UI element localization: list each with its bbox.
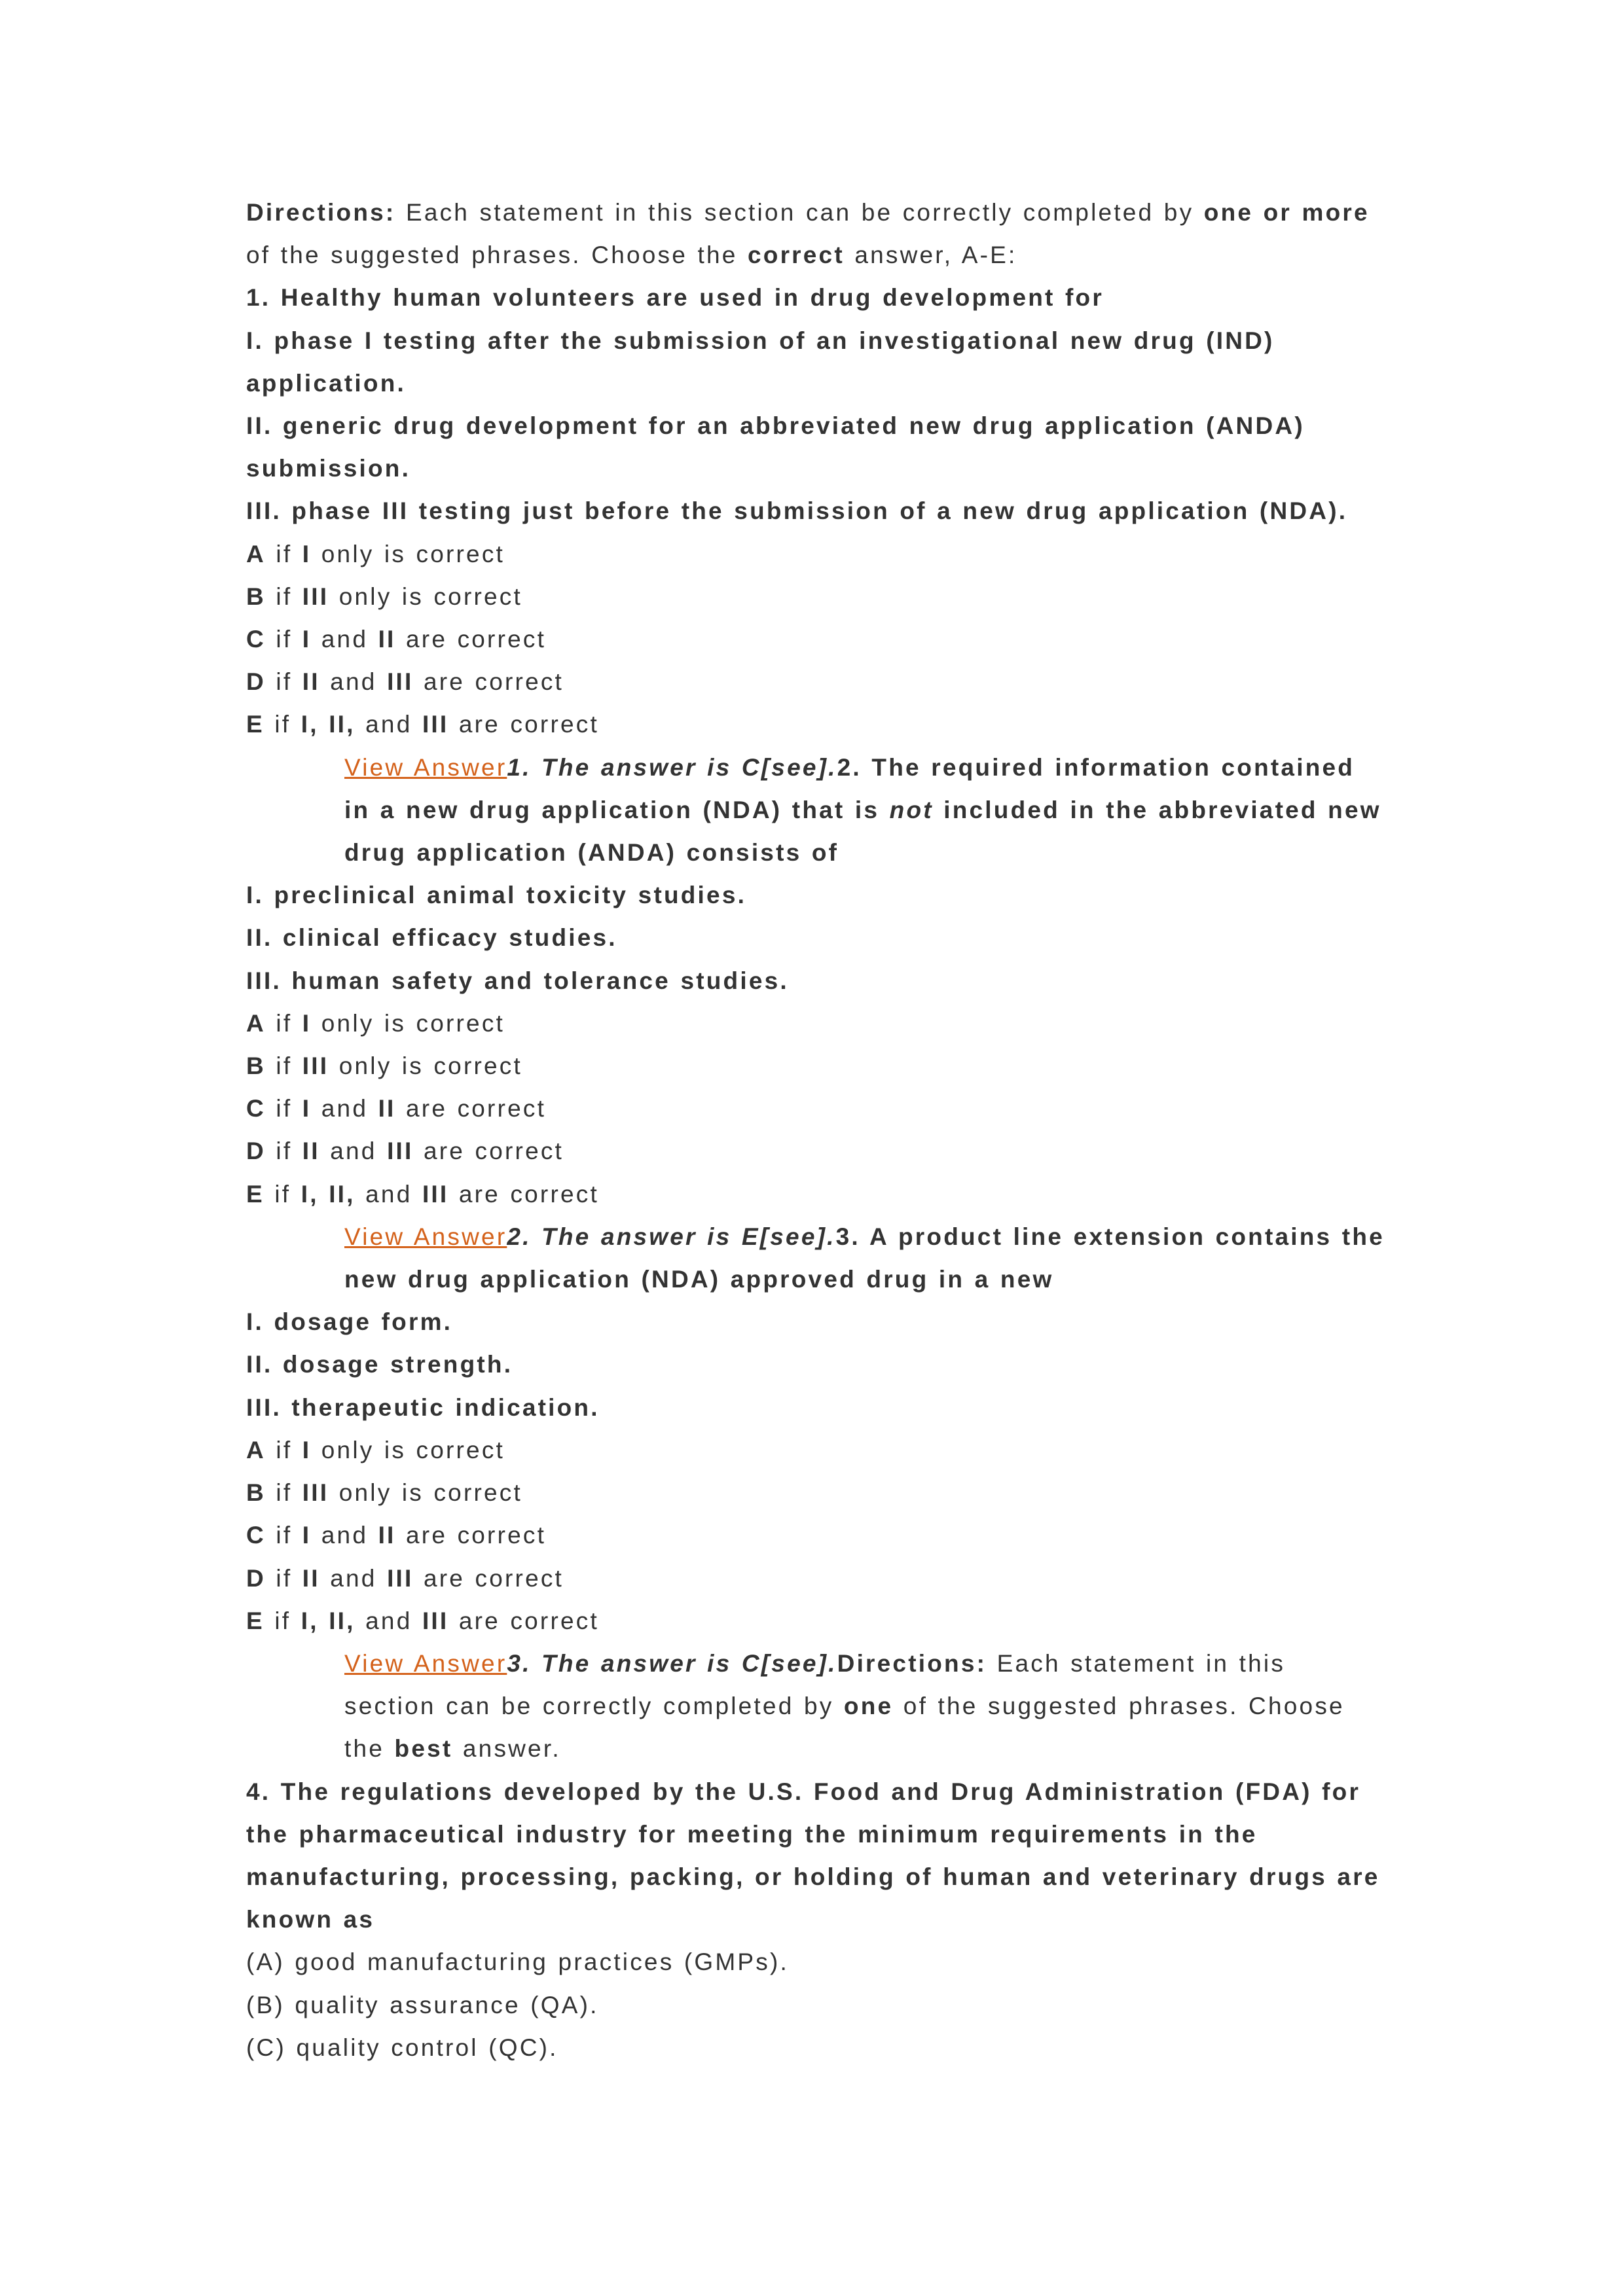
option-d: D if II and III are correct: [246, 1138, 564, 1165]
view-answer-link-3[interactable]: View Answer: [344, 1649, 507, 1677]
question-1-item-2: II. generic drug development for an abbreviated new drug application (ANDA) submission.: [246, 412, 1305, 482]
option-e: E if I, II, and III are correct: [246, 1607, 599, 1634]
question-2-stem: 2. The required information contained in a new drug application (NDA) that is: [344, 753, 1355, 823]
directions-text: Each statement in this section can be correctly completed by: [344, 1649, 1286, 1720]
option-a: A if I only is correct: [246, 1436, 505, 1463]
answer-3-text: 3. The answer is C[see].: [507, 1649, 837, 1677]
question-1-stem: 1. Healthy human volunteers are used in drug development for: [246, 284, 1104, 312]
directions-emphasis: one: [843, 1693, 894, 1720]
question-3-item-1: I. dosage form.: [246, 1308, 453, 1336]
option-a: A if I only is correct: [246, 1009, 505, 1037]
directions-label: Directions:: [246, 199, 396, 226]
option-b: B if III only is correct: [246, 1479, 522, 1507]
answer-1-text: 1. The answer is C[see].: [507, 753, 837, 781]
option-c: C if I and II are correct: [246, 1522, 547, 1549]
question-4-choice-a: (A) good manufacturing practices (GMPs).: [246, 1948, 789, 1976]
option-d: D if II and III are correct: [246, 668, 564, 696]
answer-2-line: [246, 1215, 1385, 1300]
question-2-stem-end: included in the abbreviated new drug application (ANDA) consists of: [344, 796, 1381, 867]
option-b: B if III only is correct: [246, 1052, 522, 1080]
question-2-item-2: II. clinical efficacy studies.: [246, 924, 617, 952]
answer-1-line: [246, 746, 1385, 874]
directions-text: of the suggested phrases. Choose the: [344, 1693, 1345, 1763]
question-1-options: [246, 533, 1385, 746]
view-answer-link-2[interactable]: View Answer: [344, 1223, 507, 1250]
directions-text: answer, A-E:: [844, 242, 1017, 269]
option-e: E if I, II, and III are correct: [246, 711, 599, 738]
option-b: B if III only is correct: [246, 583, 522, 610]
answer-2-text: 2. The answer is E[see].: [507, 1223, 836, 1250]
option-a: A if I only is correct: [246, 540, 505, 567]
directions-label: Directions:: [837, 1649, 987, 1677]
question-4-stem: 4. The regulations developed by the U.S. Food and Drug Administration (FDA) for the pharmaceutical industry for meeting the minimum requirements in the manufacturing, processing, packing, or holding of human and veterinary drugs are known as: [246, 1778, 1380, 1933]
question-3-options: [246, 1429, 1385, 1642]
directions-text: of the suggested phrases. Choose the: [246, 242, 748, 269]
question-1-item-1: I. phase I testing after the submission of an investigational new drug (IND) application.: [246, 327, 1275, 397]
question-1-item-3: III. phase III testing just before the submission of a new drug application (NDA).: [246, 497, 1348, 525]
option-e: E if I, II, and III are correct: [246, 1180, 599, 1208]
question-2-emphasis: not: [889, 796, 934, 823]
view-answer-link-1[interactable]: View Answer: [344, 753, 507, 781]
question-4-choice-c: (C) quality control (QC).: [246, 2034, 558, 2061]
question-2-item-3: III. human safety and tolerance studies.: [246, 967, 789, 994]
directions-emphasis: best: [394, 1735, 453, 1763]
question-4-choice-b: (B) quality assurance (QA).: [246, 1991, 599, 2018]
question-3-stem: 3. A product line extension contains the new drug application (NDA) approved drug in a new: [344, 1223, 1385, 1293]
directions-text: Each statement in this section can be correctly completed by: [395, 199, 1204, 226]
option-d: D if II and III are correct: [246, 1564, 564, 1592]
directions-paragraph: [246, 191, 1385, 276]
option-c: C if I and II are correct: [246, 1095, 547, 1122]
directions-text: answer.: [452, 1735, 561, 1763]
directions-emphasis: one or more: [1203, 199, 1370, 226]
option-c: C if I and II are correct: [246, 626, 547, 653]
question-3-item-3: III. therapeutic indication.: [246, 1393, 600, 1421]
document-body: [246, 191, 1385, 2069]
question-2-item-1: I. preclinical animal toxicity studies.: [246, 882, 747, 909]
question-3-item-2: II. dosage strength.: [246, 1351, 513, 1378]
directions-emphasis: correct: [748, 242, 845, 269]
question-2-options: [246, 1002, 1385, 1215]
answer-3-line: [246, 1642, 1385, 1770]
